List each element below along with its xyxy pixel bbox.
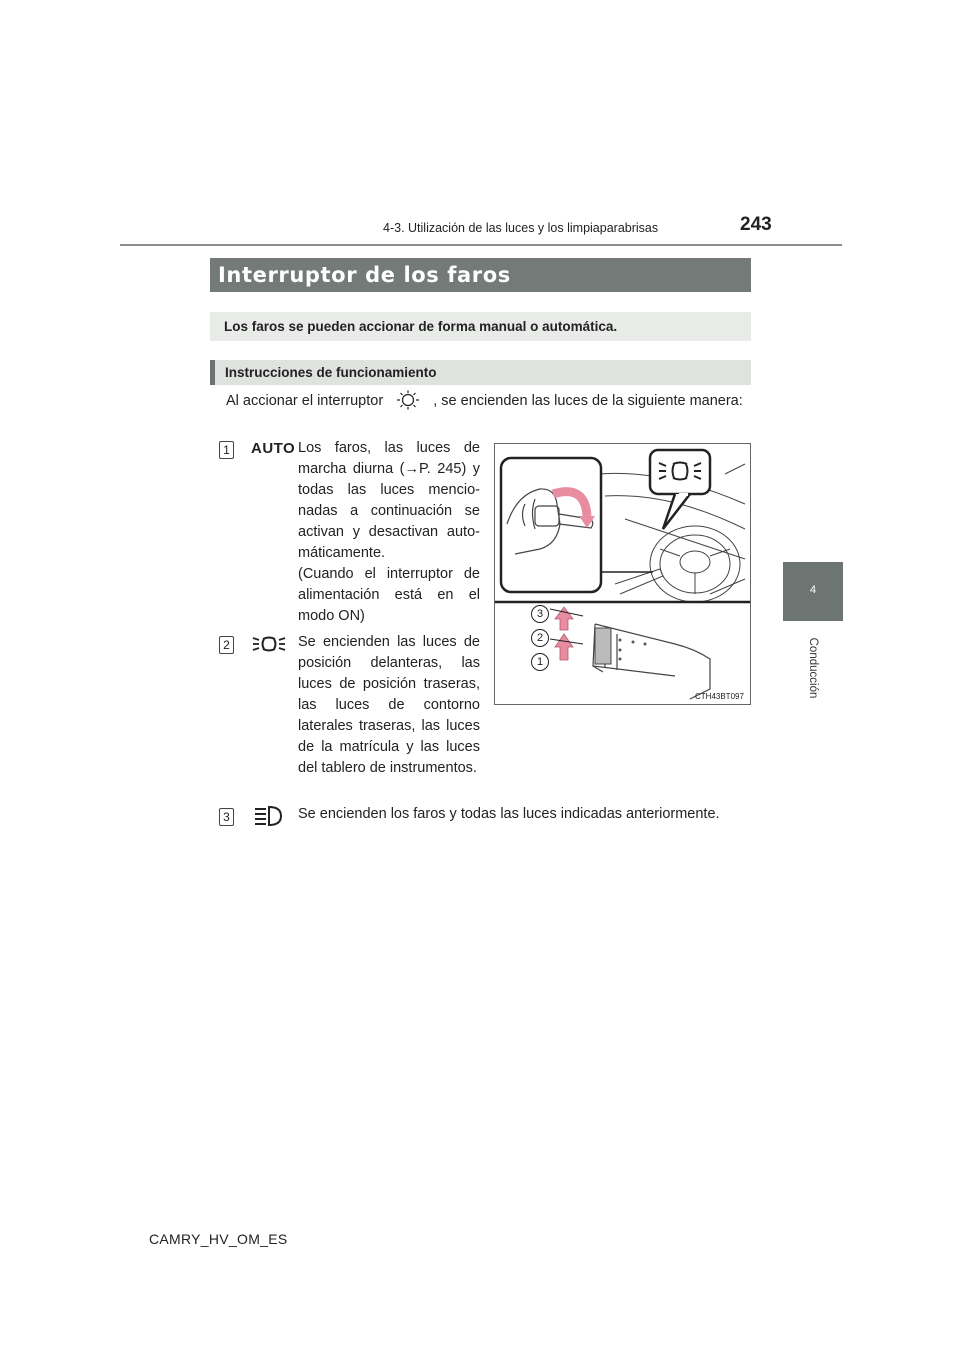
parking-lights-icon xyxy=(251,632,287,661)
instruction-after: , se encienden las luces de la siguiente manera: xyxy=(433,393,743,409)
item-2-text: Se encienden las luces de posición delanteras, las luces de posición traseras, las luces de contorno laterales traseras, las luces de la matrícula y las luces del tablero de instrumentos. xyxy=(298,634,480,776)
subheading: Instrucciones de funcionamiento xyxy=(210,360,751,385)
page-number: 243 xyxy=(740,214,772,235)
callout-3: 3 xyxy=(531,605,549,623)
light-switch-icon xyxy=(393,390,423,410)
instruction-before: Al accionar el interruptor xyxy=(226,393,384,409)
intro-text: Los faros se pueden accionar de forma manual o automática. xyxy=(210,312,751,341)
callout-2: 2 xyxy=(531,629,549,647)
headlights-icon xyxy=(251,804,285,833)
item-number: 1 xyxy=(219,441,234,459)
item-number: 3 xyxy=(219,808,234,826)
callout-1: 1 xyxy=(531,653,549,671)
headlight-switch-illustration xyxy=(494,443,751,705)
figure-code: CTH43BT097 xyxy=(695,692,744,701)
chapter-number: 4 xyxy=(809,584,817,596)
chapter-label: Conducción xyxy=(807,637,819,699)
chapter-tab xyxy=(783,562,843,621)
item-1-text: Los faros, las luces de marcha diurna (→P. 245) y todas las luces mencionadas a continuación se activan y desactivan automáticamente. xyxy=(298,440,480,561)
section-title: 4-3. Utilización de las luces y los limpiaparabrisas xyxy=(383,221,659,235)
auto-mode-label: AUTO xyxy=(251,440,296,457)
page-title: Interruptor de los faros xyxy=(210,258,751,292)
item-1-description xyxy=(298,438,480,627)
instruction-text xyxy=(226,390,746,412)
document-id: CAMRY_HV_OM_ES xyxy=(149,1231,288,1247)
header-divider xyxy=(120,244,842,246)
item-number: 2 xyxy=(219,636,234,654)
item-3-text: Se encienden los faros y todas las luces indicadas anteriormente. xyxy=(298,806,720,822)
item-1-note: (Cuando el interruptor de alimentación está en el modo ON) xyxy=(298,566,480,624)
